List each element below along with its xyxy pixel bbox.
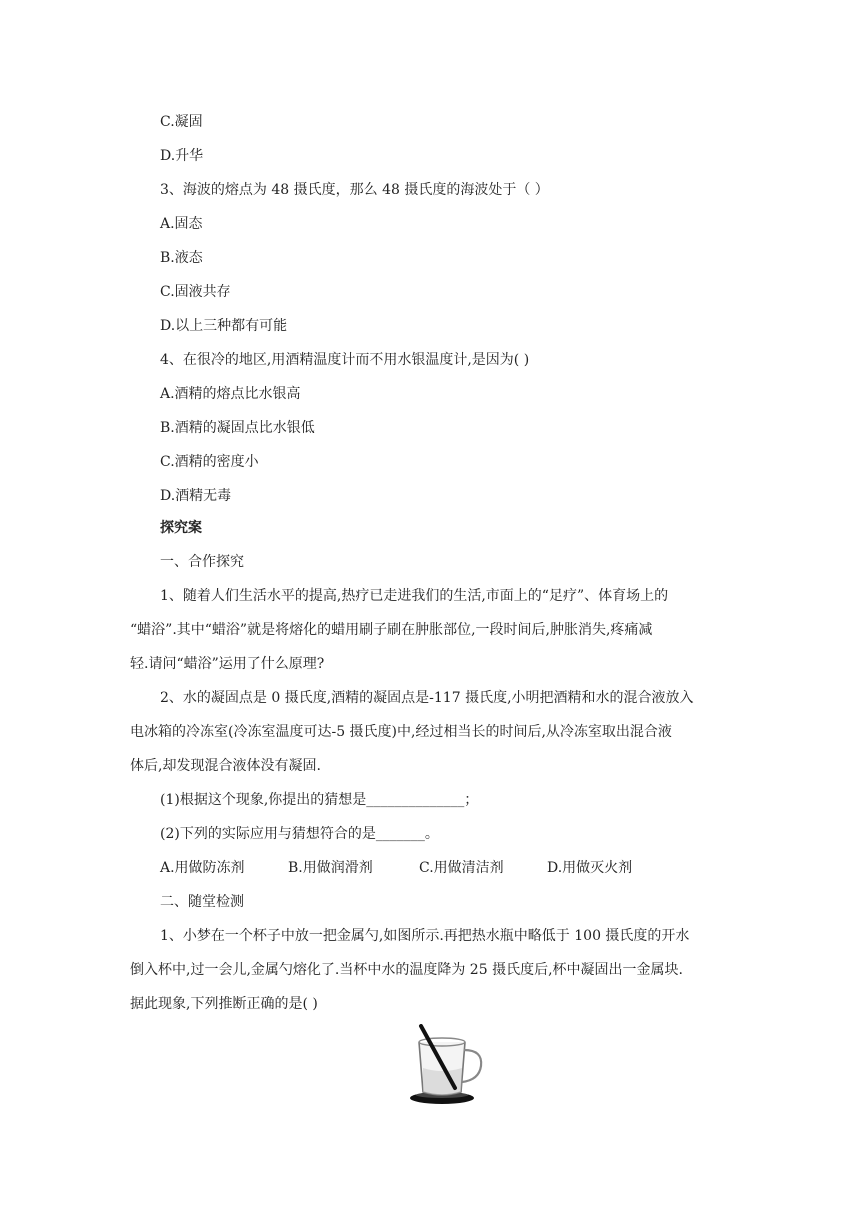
q3-option-a: A.固态: [160, 216, 203, 232]
q3-option-b: B.液态: [160, 250, 203, 266]
option-antifreeze: A.用做防冻剂: [160, 860, 245, 876]
paragraph-1-line-2: “蜡浴”.其中“蜡浴”就是将熔化的蜡用刷子刷在肿胀部位,一段时间后,肿胀消失,疼痛减: [130, 622, 653, 638]
heading-cooperative-inquiry: 一、合作探究: [160, 554, 244, 570]
sub-question-1: (1)根据这个现象,你提出的猜想是______________；: [160, 792, 479, 808]
option-c: C.凝固: [160, 114, 203, 130]
paragraph-2-line-2: 电冰箱的冷冻室(冷冻室温度可达-5 摄氏度)中,经过相当长的时间后,从冷冻室取出混合液: [130, 724, 672, 740]
q3-option-c: C.固液共存: [160, 284, 231, 300]
paragraph-2-line-1: 2、水的凝固点是 0 摄氏度,酒精的凝固点是-117 摄氏度,小明把酒精和水的混合液放入: [160, 690, 694, 706]
q4-option-d: D.酒精无毒: [160, 488, 232, 504]
heading-in-class-test: 二、随堂检测: [160, 894, 244, 910]
paragraph-3-line-2: 倒入杯中,过一会儿,金属勺熔化了.当杯中水的温度降为 25 摄氏度后,杯中凝固出一金属块.: [130, 962, 683, 978]
paragraph-2-line-3: 体后,却发现混合液体没有凝固.: [130, 758, 321, 774]
answer-options-row: [160, 858, 632, 878]
option-extinguisher: D.用做灭火剂: [547, 860, 633, 876]
paragraph-1-line-1: 1、随着人们生活水平的提高,热疗已走进我们的生活,市面上的“足疗”、体育场上的: [160, 588, 669, 604]
option-cleaner: C.用做清洁剂: [419, 860, 504, 876]
option-lubricant: B.用做润滑剂: [288, 860, 373, 876]
paragraph-1-line-3: 轻.请问“蜡浴”运用了什么原理?: [130, 656, 325, 672]
question-3: 3、海波的熔点为 48 摄氏度，那么 48 摄氏度的海波处于（ ）: [160, 182, 549, 198]
q4-option-b: B.酒精的凝固点比水银低: [160, 420, 315, 436]
q4-option-a: A.酒精的熔点比水银高: [160, 386, 301, 402]
paragraph-3-line-1: 1、小梦在一个杯子中放一把金属勺,如图所示.再把热水瓶中略低于 100 摄氏度的开水: [160, 928, 690, 944]
q4-option-c: C.酒精的密度小: [160, 454, 259, 470]
cup-with-spoon-icon: [405, 1024, 491, 1106]
question-4: 4、在很冷的地区,用酒精温度计而不用水银温度计,是因为( ): [160, 352, 530, 368]
paragraph-3-line-3: 据此现象,下列推断正确的是( ): [130, 996, 318, 1012]
section-heading: 探究案: [160, 520, 202, 536]
sub-question-2: (2)下列的实际应用与猜想符合的是_______。: [160, 826, 439, 842]
option-d: D.升华: [160, 148, 204, 164]
q3-option-d: D.以上三种都有可能: [160, 318, 288, 334]
